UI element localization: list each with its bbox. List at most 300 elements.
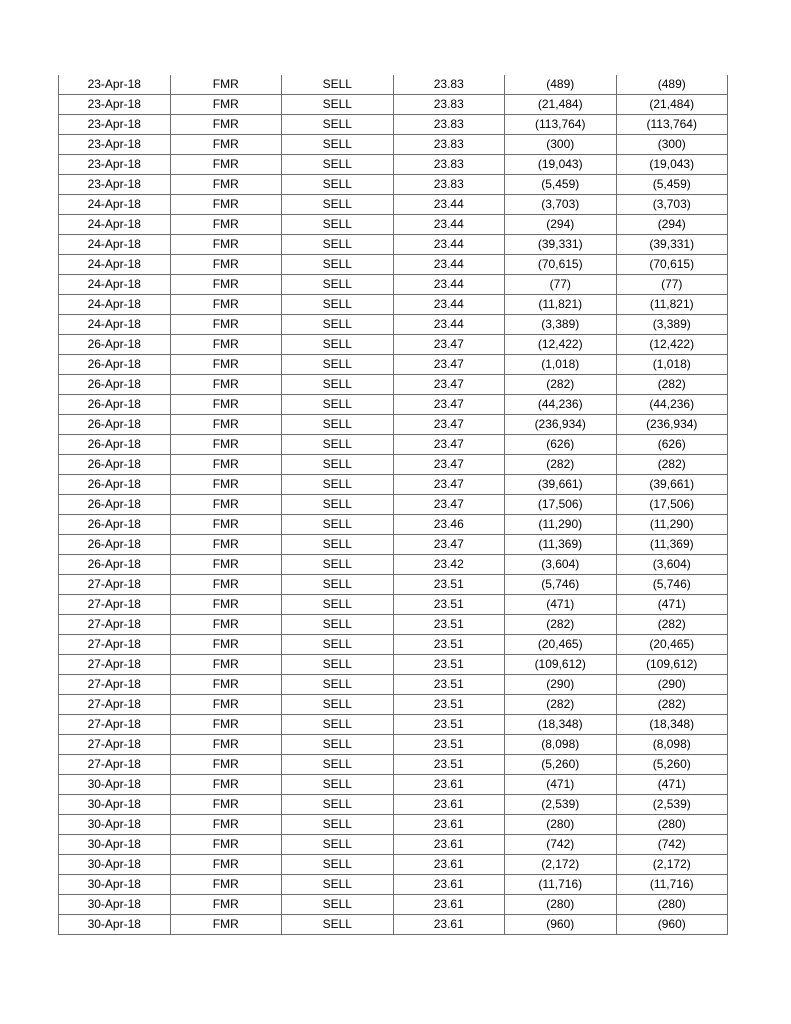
price-cell: 23.83: [393, 95, 505, 115]
action-cell: SELL: [282, 815, 394, 835]
price-cell: 23.44: [393, 215, 505, 235]
net-change-cell: (113,764): [616, 115, 728, 135]
shares-change-cell: (39,661): [505, 475, 617, 495]
net-change-cell: (77): [616, 275, 728, 295]
action-cell: SELL: [282, 75, 394, 95]
holder-cell: FMR: [170, 895, 282, 915]
trade-date-cell: 23-Apr-18: [59, 75, 171, 95]
holder-cell: FMR: [170, 215, 282, 235]
net-change-cell: (489): [616, 75, 728, 95]
action-cell: SELL: [282, 235, 394, 255]
shares-change-cell: (282): [505, 455, 617, 475]
holder-cell: FMR: [170, 195, 282, 215]
table-row: [59, 515, 728, 535]
shares-change-cell: (20,465): [505, 635, 617, 655]
trade-date-cell: 30-Apr-18: [59, 875, 171, 895]
action-cell: SELL: [282, 795, 394, 815]
trade-date-cell: 23-Apr-18: [59, 115, 171, 135]
table-row: [59, 895, 728, 915]
net-change-cell: (2,172): [616, 855, 728, 875]
price-cell: 23.61: [393, 915, 505, 935]
shares-change-cell: (113,764): [505, 115, 617, 135]
table-row: [59, 475, 728, 495]
action-cell: SELL: [282, 555, 394, 575]
net-change-cell: (282): [616, 455, 728, 475]
action-cell: SELL: [282, 895, 394, 915]
price-cell: 23.47: [393, 535, 505, 555]
trade-date-cell: 26-Apr-18: [59, 355, 171, 375]
table-row: [59, 655, 728, 675]
price-cell: 23.47: [393, 415, 505, 435]
table-row: [59, 115, 728, 135]
price-cell: 23.51: [393, 615, 505, 635]
shares-change-cell: (5,746): [505, 575, 617, 595]
shares-change-cell: (8,098): [505, 735, 617, 755]
holder-cell: FMR: [170, 795, 282, 815]
table-row: [59, 355, 728, 375]
shares-change-cell: (282): [505, 695, 617, 715]
shares-change-cell: (290): [505, 675, 617, 695]
shares-change-cell: (44,236): [505, 395, 617, 415]
shares-change-cell: (11,369): [505, 535, 617, 555]
trade-date-cell: 24-Apr-18: [59, 235, 171, 255]
action-cell: SELL: [282, 415, 394, 435]
action-cell: SELL: [282, 375, 394, 395]
table-row: [59, 415, 728, 435]
table-row: [59, 435, 728, 455]
price-cell: 23.51: [393, 575, 505, 595]
net-change-cell: (626): [616, 435, 728, 455]
shares-change-cell: (39,331): [505, 235, 617, 255]
trade-date-cell: 23-Apr-18: [59, 135, 171, 155]
net-change-cell: (300): [616, 135, 728, 155]
net-change-cell: (294): [616, 215, 728, 235]
holder-cell: FMR: [170, 395, 282, 415]
table-row: [59, 215, 728, 235]
shares-change-cell: (18,348): [505, 715, 617, 735]
holder-cell: FMR: [170, 695, 282, 715]
price-cell: 23.61: [393, 775, 505, 795]
trade-date-cell: 27-Apr-18: [59, 615, 171, 635]
holder-cell: FMR: [170, 735, 282, 755]
holder-cell: FMR: [170, 775, 282, 795]
price-cell: 23.44: [393, 315, 505, 335]
net-change-cell: (5,459): [616, 175, 728, 195]
action-cell: SELL: [282, 395, 394, 415]
holder-cell: FMR: [170, 495, 282, 515]
trade-date-cell: 27-Apr-18: [59, 755, 171, 775]
action-cell: SELL: [282, 275, 394, 295]
holder-cell: FMR: [170, 355, 282, 375]
trade-date-cell: 27-Apr-18: [59, 595, 171, 615]
transactions-table-body: [59, 75, 728, 935]
net-change-cell: (8,098): [616, 735, 728, 755]
action-cell: SELL: [282, 735, 394, 755]
shares-change-cell: (294): [505, 215, 617, 235]
shares-change-cell: (960): [505, 915, 617, 935]
transactions-sheet: [58, 75, 727, 935]
shares-change-cell: (5,459): [505, 175, 617, 195]
table-row: [59, 615, 728, 635]
holder-cell: FMR: [170, 235, 282, 255]
table-row: [59, 235, 728, 255]
net-change-cell: (18,348): [616, 715, 728, 735]
table-row: [59, 455, 728, 475]
holder-cell: FMR: [170, 815, 282, 835]
price-cell: 23.46: [393, 515, 505, 535]
holder-cell: FMR: [170, 415, 282, 435]
net-change-cell: (1,018): [616, 355, 728, 375]
action-cell: SELL: [282, 875, 394, 895]
action-cell: SELL: [282, 515, 394, 535]
shares-change-cell: (5,260): [505, 755, 617, 775]
trade-date-cell: 30-Apr-18: [59, 855, 171, 875]
trade-date-cell: 26-Apr-18: [59, 455, 171, 475]
trade-date-cell: 30-Apr-18: [59, 795, 171, 815]
action-cell: SELL: [282, 115, 394, 135]
action-cell: SELL: [282, 915, 394, 935]
price-cell: 23.44: [393, 275, 505, 295]
trade-date-cell: 23-Apr-18: [59, 175, 171, 195]
net-change-cell: (742): [616, 835, 728, 855]
trade-date-cell: 26-Apr-18: [59, 435, 171, 455]
holder-cell: FMR: [170, 835, 282, 855]
trade-date-cell: 30-Apr-18: [59, 815, 171, 835]
table-row: [59, 495, 728, 515]
trade-date-cell: 26-Apr-18: [59, 535, 171, 555]
price-cell: 23.51: [393, 595, 505, 615]
holder-cell: FMR: [170, 575, 282, 595]
holder-cell: FMR: [170, 515, 282, 535]
holder-cell: FMR: [170, 555, 282, 575]
shares-change-cell: (489): [505, 75, 617, 95]
table-row: [59, 555, 728, 575]
price-cell: 23.47: [393, 395, 505, 415]
table-row: [59, 75, 728, 95]
table-row: [59, 835, 728, 855]
trade-date-cell: 30-Apr-18: [59, 895, 171, 915]
table-row: [59, 755, 728, 775]
price-cell: 23.83: [393, 175, 505, 195]
holder-cell: FMR: [170, 755, 282, 775]
table-row: [59, 195, 728, 215]
price-cell: 23.44: [393, 255, 505, 275]
table-row: [59, 855, 728, 875]
trade-date-cell: 24-Apr-18: [59, 315, 171, 335]
action-cell: SELL: [282, 575, 394, 595]
net-change-cell: (2,539): [616, 795, 728, 815]
trade-date-cell: 26-Apr-18: [59, 375, 171, 395]
action-cell: SELL: [282, 675, 394, 695]
trade-date-cell: 24-Apr-18: [59, 295, 171, 315]
holder-cell: FMR: [170, 915, 282, 935]
table-row: [59, 715, 728, 735]
price-cell: 23.83: [393, 135, 505, 155]
net-change-cell: (20,465): [616, 635, 728, 655]
table-row: [59, 535, 728, 555]
price-cell: 23.51: [393, 675, 505, 695]
price-cell: 23.47: [393, 435, 505, 455]
price-cell: 23.83: [393, 155, 505, 175]
trade-date-cell: 30-Apr-18: [59, 915, 171, 935]
shares-change-cell: (2,172): [505, 855, 617, 875]
holder-cell: FMR: [170, 535, 282, 555]
shares-change-cell: (2,539): [505, 795, 617, 815]
trade-date-cell: 24-Apr-18: [59, 275, 171, 295]
net-change-cell: (11,290): [616, 515, 728, 535]
holder-cell: FMR: [170, 855, 282, 875]
holder-cell: FMR: [170, 715, 282, 735]
holder-cell: FMR: [170, 315, 282, 335]
table-row: [59, 375, 728, 395]
net-change-cell: (12,422): [616, 335, 728, 355]
table-row: [59, 775, 728, 795]
price-cell: 23.47: [393, 455, 505, 475]
net-change-cell: (109,612): [616, 655, 728, 675]
table-row: [59, 255, 728, 275]
price-cell: 23.61: [393, 895, 505, 915]
action-cell: SELL: [282, 135, 394, 155]
trade-date-cell: 26-Apr-18: [59, 415, 171, 435]
net-change-cell: (5,260): [616, 755, 728, 775]
holder-cell: FMR: [170, 135, 282, 155]
price-cell: 23.83: [393, 75, 505, 95]
shares-change-cell: (11,821): [505, 295, 617, 315]
action-cell: SELL: [282, 355, 394, 375]
net-change-cell: (70,615): [616, 255, 728, 275]
price-cell: 23.51: [393, 755, 505, 775]
price-cell: 23.61: [393, 855, 505, 875]
action-cell: SELL: [282, 615, 394, 635]
shares-change-cell: (1,018): [505, 355, 617, 375]
holder-cell: FMR: [170, 115, 282, 135]
table-row: [59, 335, 728, 355]
price-cell: 23.61: [393, 835, 505, 855]
action-cell: SELL: [282, 95, 394, 115]
shares-change-cell: (19,043): [505, 155, 617, 175]
net-change-cell: (471): [616, 775, 728, 795]
shares-change-cell: (109,612): [505, 655, 617, 675]
net-change-cell: (39,331): [616, 235, 728, 255]
net-change-cell: (282): [616, 695, 728, 715]
shares-change-cell: (70,615): [505, 255, 617, 275]
trade-date-cell: 26-Apr-18: [59, 475, 171, 495]
table-row: [59, 295, 728, 315]
price-cell: 23.44: [393, 195, 505, 215]
action-cell: SELL: [282, 195, 394, 215]
trade-date-cell: 26-Apr-18: [59, 395, 171, 415]
action-cell: SELL: [282, 475, 394, 495]
table-row: [59, 695, 728, 715]
net-change-cell: (282): [616, 615, 728, 635]
shares-change-cell: (471): [505, 775, 617, 795]
trade-date-cell: 27-Apr-18: [59, 715, 171, 735]
trade-date-cell: 26-Apr-18: [59, 495, 171, 515]
trade-date-cell: 24-Apr-18: [59, 195, 171, 215]
shares-change-cell: (282): [505, 375, 617, 395]
action-cell: SELL: [282, 695, 394, 715]
trade-date-cell: 24-Apr-18: [59, 215, 171, 235]
action-cell: SELL: [282, 255, 394, 275]
price-cell: 23.83: [393, 115, 505, 135]
trade-date-cell: 26-Apr-18: [59, 555, 171, 575]
action-cell: SELL: [282, 495, 394, 515]
price-cell: 23.51: [393, 715, 505, 735]
price-cell: 23.51: [393, 635, 505, 655]
net-change-cell: (471): [616, 595, 728, 615]
shares-change-cell: (626): [505, 435, 617, 455]
net-change-cell: (3,604): [616, 555, 728, 575]
holder-cell: FMR: [170, 375, 282, 395]
holder-cell: FMR: [170, 455, 282, 475]
table-row: [59, 155, 728, 175]
holder-cell: FMR: [170, 95, 282, 115]
trade-date-cell: 23-Apr-18: [59, 95, 171, 115]
holder-cell: FMR: [170, 175, 282, 195]
holder-cell: FMR: [170, 255, 282, 275]
table-row: [59, 635, 728, 655]
price-cell: 23.61: [393, 815, 505, 835]
shares-change-cell: (11,290): [505, 515, 617, 535]
table-row: [59, 875, 728, 895]
shares-change-cell: (282): [505, 615, 617, 635]
net-change-cell: (17,506): [616, 495, 728, 515]
table-row: [59, 175, 728, 195]
net-change-cell: (11,716): [616, 875, 728, 895]
price-cell: 23.61: [393, 795, 505, 815]
shares-change-cell: (236,934): [505, 415, 617, 435]
action-cell: SELL: [282, 155, 394, 175]
trade-date-cell: 27-Apr-18: [59, 675, 171, 695]
price-cell: 23.47: [393, 495, 505, 515]
action-cell: SELL: [282, 435, 394, 455]
net-change-cell: (39,661): [616, 475, 728, 495]
holder-cell: FMR: [170, 875, 282, 895]
table-row: [59, 815, 728, 835]
action-cell: SELL: [282, 715, 394, 735]
trade-date-cell: 27-Apr-18: [59, 655, 171, 675]
trade-date-cell: 26-Apr-18: [59, 515, 171, 535]
action-cell: SELL: [282, 635, 394, 655]
trade-date-cell: 26-Apr-18: [59, 335, 171, 355]
table-row: [59, 595, 728, 615]
transactions-table: [58, 75, 728, 935]
net-change-cell: (960): [616, 915, 728, 935]
table-row: [59, 395, 728, 415]
shares-change-cell: (77): [505, 275, 617, 295]
price-cell: 23.51: [393, 655, 505, 675]
holder-cell: FMR: [170, 655, 282, 675]
action-cell: SELL: [282, 335, 394, 355]
action-cell: SELL: [282, 175, 394, 195]
trade-date-cell: 24-Apr-18: [59, 255, 171, 275]
shares-change-cell: (300): [505, 135, 617, 155]
shares-change-cell: (280): [505, 895, 617, 915]
holder-cell: FMR: [170, 335, 282, 355]
table-row: [59, 795, 728, 815]
holder-cell: FMR: [170, 475, 282, 495]
action-cell: SELL: [282, 535, 394, 555]
holder-cell: FMR: [170, 435, 282, 455]
trade-date-cell: 27-Apr-18: [59, 695, 171, 715]
action-cell: SELL: [282, 315, 394, 335]
holder-cell: FMR: [170, 155, 282, 175]
trade-date-cell: 30-Apr-18: [59, 835, 171, 855]
price-cell: 23.47: [393, 335, 505, 355]
price-cell: 23.61: [393, 875, 505, 895]
net-change-cell: (290): [616, 675, 728, 695]
net-change-cell: (3,703): [616, 195, 728, 215]
net-change-cell: (11,821): [616, 295, 728, 315]
table-row: [59, 95, 728, 115]
trade-date-cell: 27-Apr-18: [59, 735, 171, 755]
net-change-cell: (282): [616, 375, 728, 395]
action-cell: SELL: [282, 215, 394, 235]
holder-cell: FMR: [170, 275, 282, 295]
net-change-cell: (3,389): [616, 315, 728, 335]
net-change-cell: (21,484): [616, 95, 728, 115]
table-row: [59, 315, 728, 335]
shares-change-cell: (3,389): [505, 315, 617, 335]
table-row: [59, 915, 728, 935]
action-cell: SELL: [282, 595, 394, 615]
shares-change-cell: (3,703): [505, 195, 617, 215]
net-change-cell: (280): [616, 895, 728, 915]
table-row: [59, 275, 728, 295]
table-row: [59, 575, 728, 595]
price-cell: 23.47: [393, 475, 505, 495]
table-row: [59, 675, 728, 695]
holder-cell: FMR: [170, 675, 282, 695]
price-cell: 23.44: [393, 235, 505, 255]
price-cell: 23.47: [393, 355, 505, 375]
holder-cell: FMR: [170, 75, 282, 95]
trade-date-cell: 27-Apr-18: [59, 635, 171, 655]
shares-change-cell: (280): [505, 815, 617, 835]
shares-change-cell: (21,484): [505, 95, 617, 115]
holder-cell: FMR: [170, 615, 282, 635]
action-cell: SELL: [282, 835, 394, 855]
action-cell: SELL: [282, 755, 394, 775]
price-cell: 23.51: [393, 695, 505, 715]
net-change-cell: (19,043): [616, 155, 728, 175]
table-row: [59, 135, 728, 155]
price-cell: 23.42: [393, 555, 505, 575]
table-row: [59, 735, 728, 755]
action-cell: SELL: [282, 775, 394, 795]
trade-date-cell: 23-Apr-18: [59, 155, 171, 175]
net-change-cell: (5,746): [616, 575, 728, 595]
holder-cell: FMR: [170, 635, 282, 655]
shares-change-cell: (471): [505, 595, 617, 615]
shares-change-cell: (742): [505, 835, 617, 855]
action-cell: SELL: [282, 855, 394, 875]
shares-change-cell: (11,716): [505, 875, 617, 895]
price-cell: 23.51: [393, 735, 505, 755]
action-cell: SELL: [282, 295, 394, 315]
holder-cell: FMR: [170, 595, 282, 615]
trade-date-cell: 27-Apr-18: [59, 575, 171, 595]
shares-change-cell: (17,506): [505, 495, 617, 515]
net-change-cell: (236,934): [616, 415, 728, 435]
net-change-cell: (280): [616, 815, 728, 835]
shares-change-cell: (12,422): [505, 335, 617, 355]
net-change-cell: (11,369): [616, 535, 728, 555]
action-cell: SELL: [282, 455, 394, 475]
holder-cell: FMR: [170, 295, 282, 315]
trade-date-cell: 30-Apr-18: [59, 775, 171, 795]
price-cell: 23.44: [393, 295, 505, 315]
